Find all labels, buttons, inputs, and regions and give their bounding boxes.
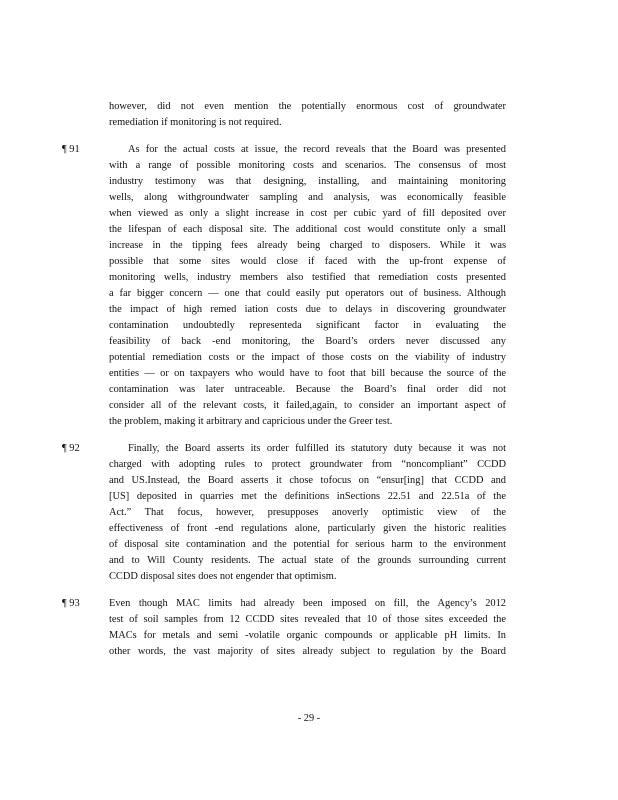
paragraph-0-line-0: however, did not even mention the potentially enormous cost of groundwater <box>109 101 506 112</box>
paragraph-91-line-14: entities — or on taxpayers who would have to foot that bill because the source of the <box>109 368 506 379</box>
paragraph-91-line-4: when viewed as only a slight increase in cost per cubic yard of fill deposited over <box>109 208 506 219</box>
paragraph-91-line-3: wells, along withgroundwater sampling and analysis, was economically feasible <box>109 192 506 203</box>
paragraph-0-line-1: remediation if monitoring is not required. <box>109 117 282 128</box>
paragraph-92-line-5: effectiveness of front -end regulations alone, particularly given the historic realities <box>109 523 506 534</box>
page-number: - 29 - <box>297 713 321 724</box>
paragraph-91-line-1: with a range of possible monitoring costs and scenarios. The consensus of most <box>109 160 506 171</box>
paragraph-93-line-1: test of soil samples from 12 CCDD sites revealed that 10 of those sites exceeded the <box>109 614 506 625</box>
paragraph-number-93: ¶ 93 <box>62 598 80 609</box>
paragraph-91-line-8: monitoring wells, industry members also testified that remediation costs presented <box>109 272 506 283</box>
paragraph-91-line-16: consider all of the relevant costs, it failed,again, to consider an important aspect of <box>109 400 506 411</box>
paragraph-number-92: ¶ 92 <box>62 443 80 454</box>
paragraph-92-line-1: charged with adopting rules to protect groundwater from “noncompliant” CCDD <box>109 459 506 470</box>
paragraph-91-line-6: increase in the tipping fees already being charged to disposers. While it was <box>109 240 506 251</box>
paragraph-92-line-8: CCDD disposal sites does not engender that optimism. <box>109 571 337 582</box>
paragraph-91-line-12: feasibility of back -end monitoring, the Board’s orders never discussed any <box>109 336 506 347</box>
paragraph-91-line-11: contamination undoubtedly representeda significant factor in evaluating the <box>109 320 506 331</box>
paragraph-92-line-3: [US] deposited in quarries met the definitions inSections 22.51 and 22.51a of the <box>109 491 506 502</box>
paragraph-91-line-5: the lifespan of each disposal site. The additional cost would constitute only a small <box>109 224 506 235</box>
paragraph-number-91: ¶ 91 <box>62 144 80 155</box>
paragraph-91-line-7: possible that some sites would close if faced with the up-front expense of <box>109 256 506 267</box>
paragraph-92-line-2: and US.Instead, the Board asserts it chose tofocus on “ensur[ing] that CCDD and <box>109 475 506 486</box>
paragraph-91-line-9: a far bigger concern — one that could easily put operators out of business. Although <box>109 288 506 299</box>
paragraph-92-line-0: Finally, the Board asserts its order fulfilled its statutory duty because it was not <box>128 443 506 454</box>
paragraph-91-line-17: the problem, making it arbitrary and capricious under the Greer test. <box>109 416 393 427</box>
paragraph-91-line-0: As for the actual costs at issue, the record reveals that the Board was presented <box>128 144 506 155</box>
paragraph-91-line-13: potential remediation costs or the impact of those costs on the viability of industry <box>109 352 506 363</box>
paragraph-92-line-7: and to Will County residents. The actual state of the grounds surrounding current <box>109 555 506 566</box>
paragraph-93-line-3: other words, the vast majority of sites already subject to regulation by the Board <box>109 646 506 657</box>
paragraph-93-line-2: MACs for metals and semi -volatile organic compounds or applicable pH limits. In <box>109 630 506 641</box>
paragraph-92-line-6: of disposal site contamination and the potential for serious harm to the environment <box>109 539 506 550</box>
paragraph-92-line-4: Act.” That focus, however, presupposes anoverly optimistic view of the <box>109 507 506 518</box>
paragraph-93-line-0: Even though MAC limits had already been imposed on fill, the Agency’s 2012 <box>109 598 506 609</box>
paragraph-91-line-10: the impact of high remed iation costs due to delays in discovering groundwater <box>109 304 506 315</box>
paragraph-91-line-2: industry testimony was that designing, installing, and maintaining monitoring <box>109 176 506 187</box>
paragraph-91-line-15: contamination was later untraceable. Because the Board’s final order did not <box>109 384 506 395</box>
